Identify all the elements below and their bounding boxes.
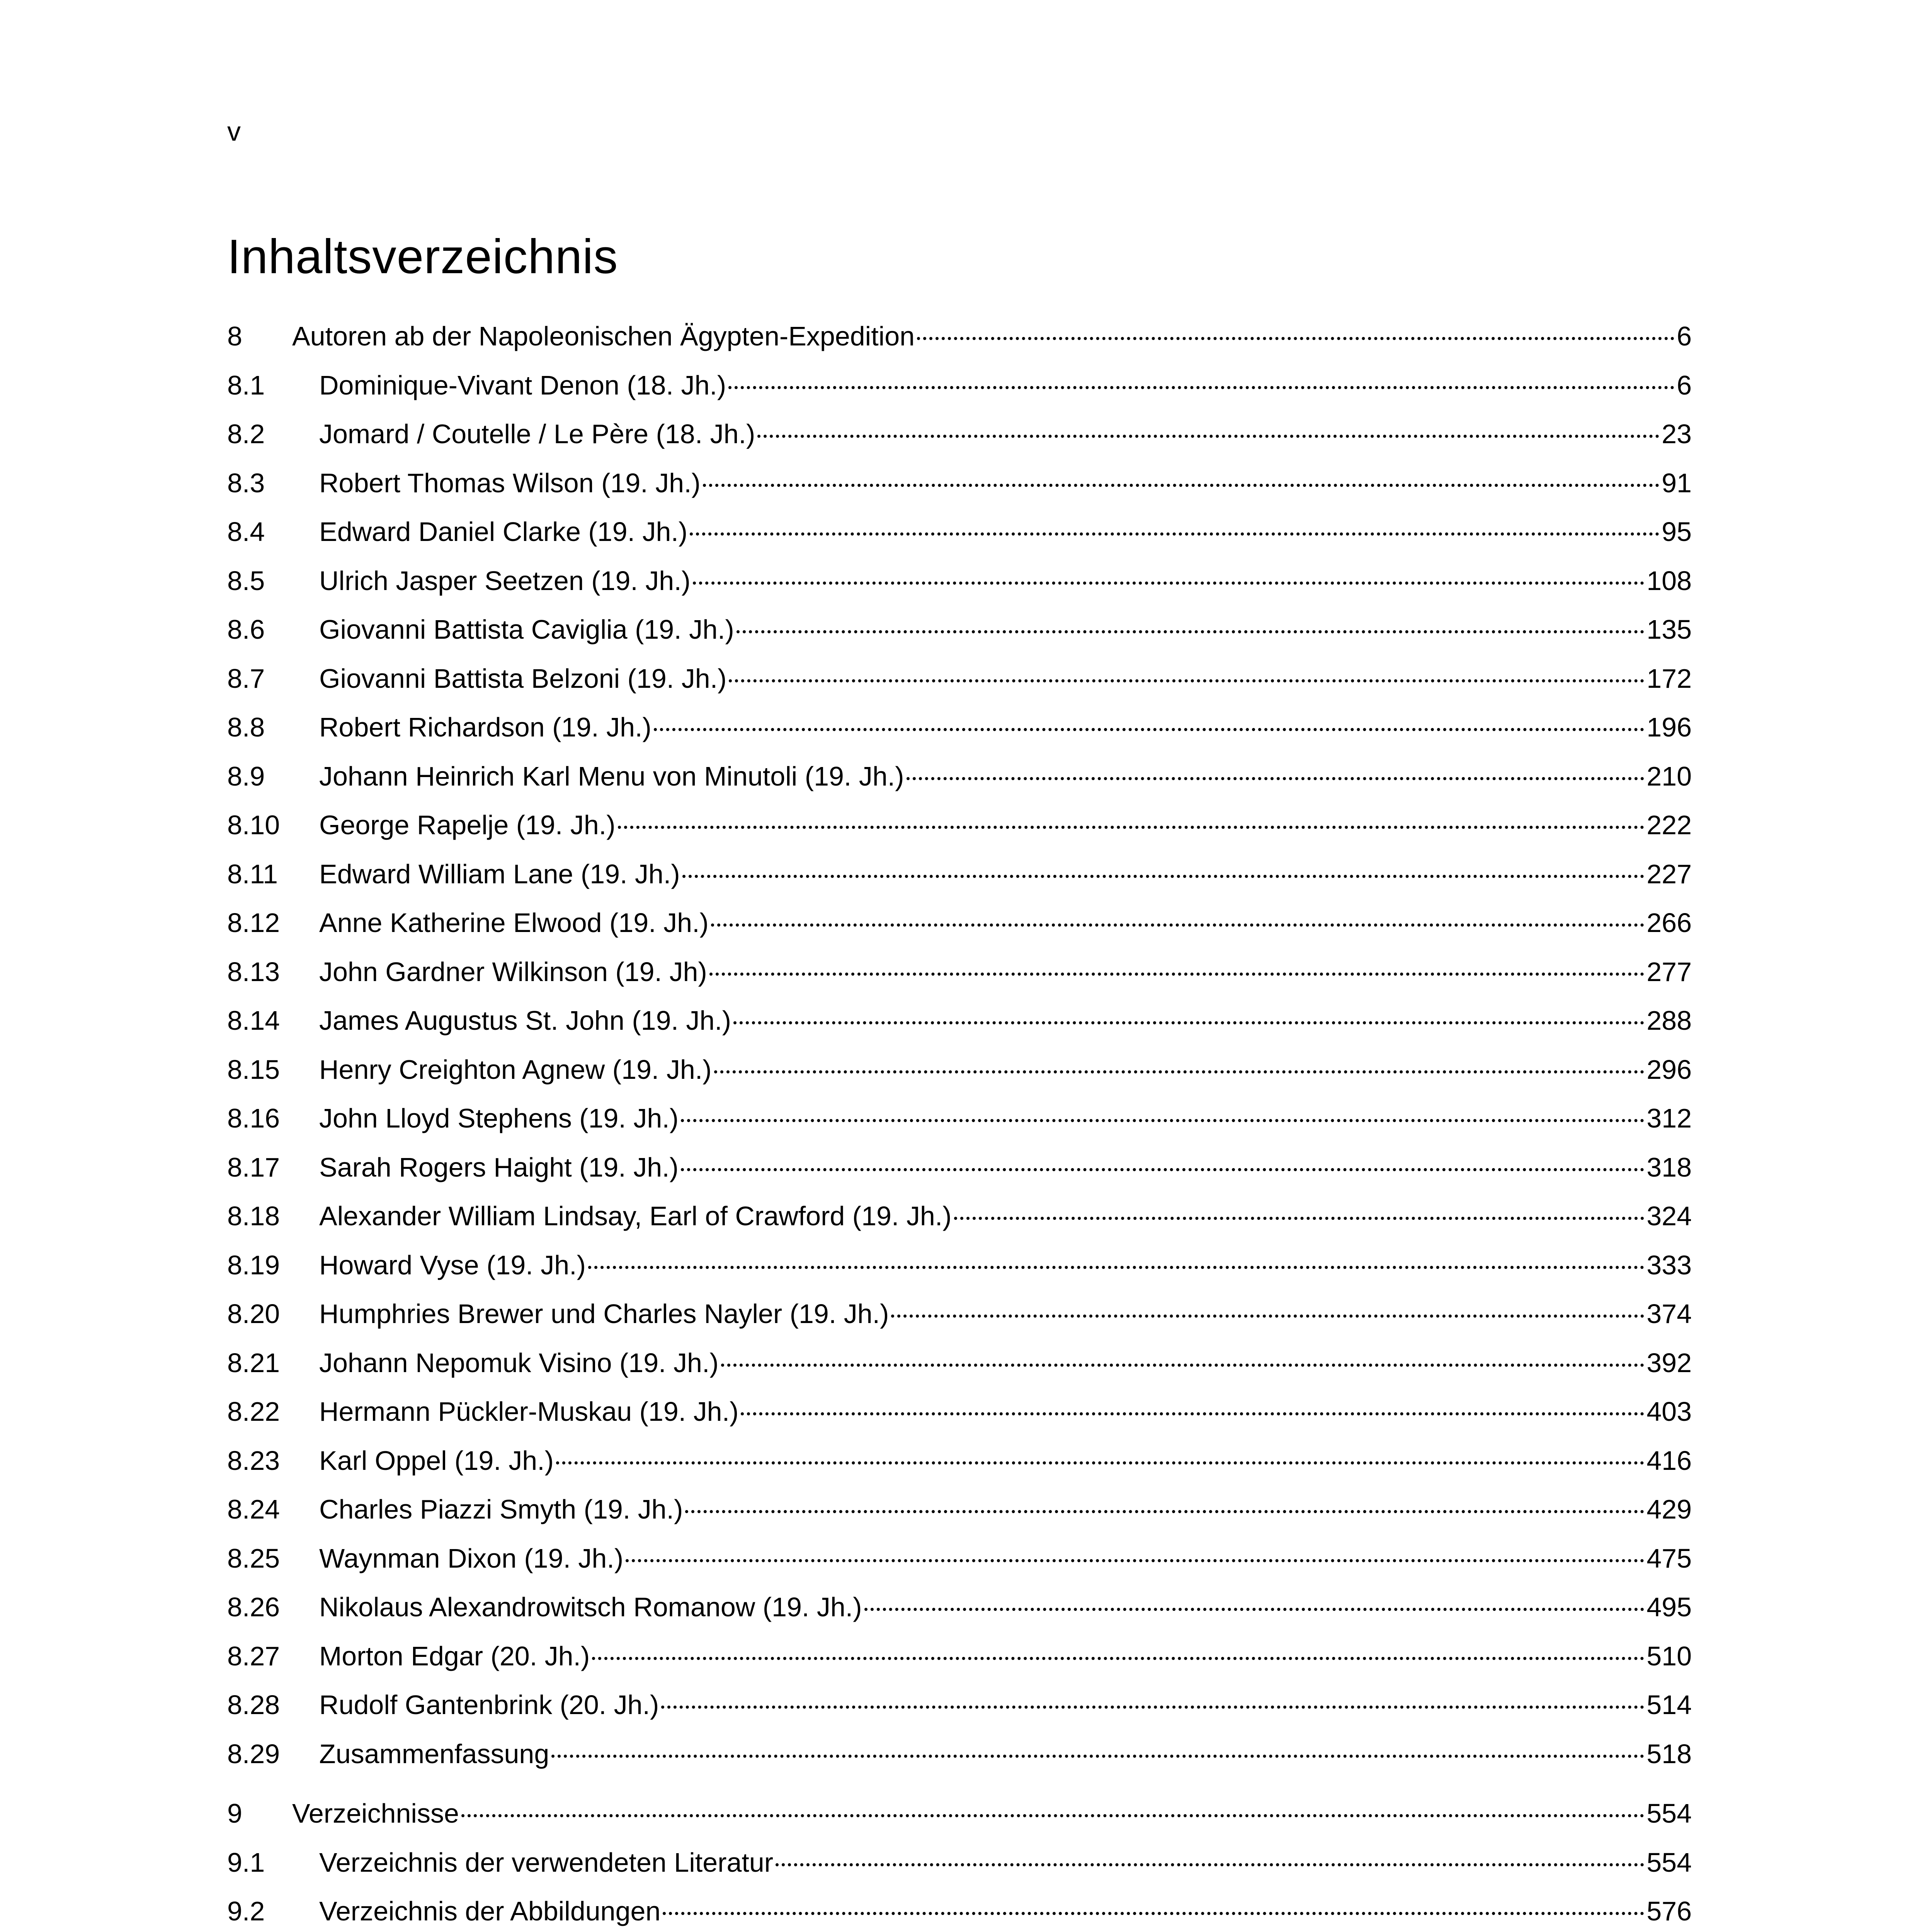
- toc-entry-page: 227: [1647, 859, 1692, 889]
- toc-entry-page: 324: [1647, 1201, 1692, 1231]
- toc-dot-leader: [703, 484, 1659, 487]
- toc-entry-number: 8.21: [227, 1347, 280, 1378]
- toc-entry-title: Robert Thomas Wilson (19. Jh.): [319, 468, 701, 498]
- toc-entry-number: 8.18: [227, 1201, 280, 1231]
- toc-entry-number: 8.5: [227, 565, 265, 596]
- toc-entry-page: 277: [1647, 956, 1692, 987]
- toc-entry-page: 514: [1647, 1690, 1692, 1720]
- toc-dot-leader: [588, 1266, 1644, 1269]
- toc-entry-page: 6: [1677, 370, 1692, 400]
- toc-section-entry[interactable]: [227, 610, 1692, 659]
- toc-entry-title: Edward Daniel Clarke (19. Jh.): [319, 517, 688, 547]
- toc-entry-number: 8.16: [227, 1103, 280, 1133]
- toc-entry-page: 266: [1647, 908, 1692, 938]
- toc-entry-title: Edward William Lane (19. Jh.): [319, 859, 680, 889]
- toc-entry-page: 196: [1647, 712, 1692, 742]
- toc-dot-leader: [661, 1706, 1644, 1709]
- toc-dot-leader: [757, 435, 1659, 438]
- toc-entry-number: 8.9: [227, 761, 265, 791]
- toc-entry-title: Humphries Brewer und Charles Nayler (19. Jh.): [319, 1299, 889, 1329]
- toc-section-entry[interactable]: [227, 1588, 1692, 1637]
- toc-section-entry[interactable]: [227, 1392, 1692, 1441]
- toc-entry-page: 392: [1647, 1347, 1692, 1378]
- toc-entry-number: 8.17: [227, 1152, 280, 1182]
- toc-entry-title: Autoren ab der Napoleonischen Ägypten-Expedition: [292, 321, 915, 351]
- toc-entry-page: 210: [1647, 761, 1692, 791]
- toc-entry-title: Giovanni Battista Caviglia (19. Jh.): [319, 614, 734, 645]
- toc-entry-title: Nikolaus Alexandrowitsch Romanow (19. Jh.): [319, 1592, 862, 1622]
- toc-entry-number: 8.19: [227, 1250, 280, 1280]
- toc-section-entry[interactable]: [227, 659, 1692, 708]
- toc-section-entry[interactable]: [227, 512, 1692, 561]
- toc-entry-number: 8.25: [227, 1543, 280, 1573]
- toc-entry-page: 403: [1647, 1396, 1692, 1427]
- toc-entry-title: Zusammenfassung: [319, 1738, 549, 1769]
- toc-entry-number: 8.15: [227, 1054, 280, 1085]
- toc-entry-number: 8: [227, 321, 242, 351]
- toc-entry-number: 8.2: [227, 419, 265, 449]
- toc-section-entry[interactable]: [227, 806, 1692, 855]
- toc-dot-leader: [626, 1559, 1644, 1562]
- toc-dot-leader: [556, 1461, 1644, 1464]
- toc-entry-number: 8.4: [227, 517, 265, 547]
- toc-entry-number: 8.24: [227, 1494, 280, 1524]
- toc-entry-number: 8.13: [227, 956, 280, 987]
- toc-dot-leader: [721, 1364, 1644, 1367]
- toc-section-entry[interactable]: [227, 366, 1692, 415]
- toc-section-entry[interactable]: [227, 415, 1692, 464]
- toc-section-entry[interactable]: [227, 1539, 1692, 1588]
- toc-entry-page: 416: [1647, 1445, 1692, 1476]
- toc-dot-leader: [737, 630, 1644, 633]
- toc-entry-number: 8.29: [227, 1738, 280, 1769]
- toc-section-entry[interactable]: [227, 1685, 1692, 1735]
- toc-entry-number: 8.23: [227, 1445, 280, 1476]
- toc-entry-page: 374: [1647, 1299, 1692, 1329]
- toc-entry-title: Hermann Pückler-Muskau (19. Jh.): [319, 1396, 739, 1427]
- toc-dot-leader: [654, 728, 1644, 731]
- toc-entry-page: 333: [1647, 1250, 1692, 1280]
- toc-entry-page: 429: [1647, 1494, 1692, 1524]
- toc-entry-title: Rudolf Gantenbrink (20. Jh.): [319, 1690, 659, 1720]
- toc-entry-page: 518: [1647, 1738, 1692, 1769]
- toc-dot-leader: [776, 1863, 1644, 1866]
- toc-section-entry[interactable]: [227, 855, 1692, 904]
- toc-entry-number: 8.7: [227, 663, 265, 694]
- toc-entry-title: Ulrich Jasper Seetzen (19. Jh.): [319, 565, 691, 596]
- toc-dot-leader: [741, 1412, 1644, 1415]
- toc-entry-title: Robert Richardson (19. Jh.): [319, 712, 651, 742]
- toc-entry-number: 8.11: [227, 859, 278, 889]
- toc-section-entry[interactable]: [227, 952, 1692, 1002]
- toc-entry-number: 8.26: [227, 1592, 280, 1622]
- toc-entry-title: Verzeichnisse: [292, 1798, 459, 1828]
- toc-entry-number: 9: [227, 1798, 242, 1828]
- toc-entry-title: Giovanni Battista Belzoni (19. Jh.): [319, 663, 727, 694]
- toc-entry-title: John Lloyd Stephens (19. Jh.): [319, 1103, 679, 1133]
- toc-entry-number: 8.27: [227, 1641, 280, 1671]
- toc-section-entry[interactable]: [227, 1001, 1692, 1050]
- toc-entry-page: 91: [1662, 468, 1692, 498]
- toc-entry-page: 318: [1647, 1152, 1692, 1182]
- toc-entry-number: 8.22: [227, 1396, 280, 1427]
- toc-entry-page: 172: [1647, 663, 1692, 694]
- toc-entry-title: Verzeichnis der verwendeten Literatur: [319, 1847, 774, 1878]
- toc-dot-leader: [592, 1657, 1644, 1660]
- toc-entry-page: 95: [1662, 517, 1692, 547]
- toc-section-entry[interactable]: [227, 464, 1692, 513]
- page-number: v: [227, 116, 241, 146]
- toc-entry-number: 8.10: [227, 810, 280, 840]
- toc-entry-number: 9.2: [227, 1896, 265, 1926]
- toc-dot-leader: [891, 1315, 1644, 1318]
- toc-section-entry[interactable]: [227, 1441, 1692, 1490]
- toc-section-entry[interactable]: [227, 1843, 1692, 1892]
- toc-section-entry[interactable]: [227, 1294, 1692, 1344]
- toc-entry-page: 296: [1647, 1054, 1692, 1085]
- toc-dot-leader: [728, 386, 1674, 389]
- toc-section-entry[interactable]: [227, 561, 1692, 611]
- toc-dot-leader: [714, 1070, 1645, 1073]
- toc-dot-leader: [907, 777, 1645, 780]
- toc-dot-leader: [551, 1755, 1644, 1758]
- toc-section-entry[interactable]: [227, 1892, 1692, 1932]
- toc-dot-leader: [864, 1608, 1645, 1611]
- toc-section-entry[interactable]: [227, 757, 1692, 806]
- toc-section-entry[interactable]: [227, 1490, 1692, 1539]
- toc-entry-title: Karl Oppel (19. Jh.): [319, 1445, 554, 1476]
- toc-dot-leader: [729, 679, 1644, 682]
- toc-entry-page: 554: [1647, 1847, 1692, 1878]
- toc-entry-title: Johann Heinrich Karl Menu von Minutoli (19. Jh.): [319, 761, 904, 791]
- toc-entry-page: 510: [1647, 1641, 1692, 1671]
- toc-entry-title: Johann Nepomuk Visino (19. Jh.): [319, 1347, 719, 1378]
- toc-section-entry[interactable]: [227, 708, 1692, 757]
- toc-entry-page: 576: [1647, 1896, 1692, 1926]
- toc-entry-number: 8.8: [227, 712, 265, 742]
- toc-dot-leader: [685, 1510, 1644, 1513]
- page-title: Inhaltsverzeichnis: [227, 230, 618, 284]
- table-of-contents: [227, 317, 1692, 1932]
- toc-entry-number: 8.12: [227, 908, 280, 938]
- toc-dot-leader: [690, 532, 1659, 536]
- toc-entry-number: 8.3: [227, 468, 265, 498]
- toc-entry-title: Jomard / Coutelle / Le Père (18. Jh.): [319, 419, 755, 449]
- toc-entry-title: John Gardner Wilkinson (19. Jh): [319, 956, 707, 987]
- toc-section-entry[interactable]: [227, 1735, 1692, 1784]
- toc-entry-page: 135: [1647, 614, 1692, 645]
- toc-chapter-entry[interactable]: [227, 317, 1692, 366]
- toc-dot-leader: [618, 826, 1645, 829]
- toc-entry-title: Anne Katherine Elwood (19. Jh.): [319, 908, 709, 938]
- toc-dot-leader: [681, 1168, 1644, 1171]
- toc-dot-leader: [682, 875, 1645, 878]
- toc-chapter-entry[interactable]: [227, 1794, 1692, 1843]
- toc-entry-title: Verzeichnis der Abbildungen: [319, 1896, 661, 1926]
- toc-entry-page: 554: [1647, 1798, 1692, 1828]
- toc-entry-page: 475: [1647, 1543, 1692, 1573]
- toc-dot-leader: [954, 1217, 1645, 1220]
- toc-dot-leader: [711, 923, 1644, 927]
- toc-entry-page: 23: [1662, 419, 1692, 449]
- toc-entry-number: 9.1: [227, 1847, 265, 1878]
- toc-entry-title: Waynman Dixon (19. Jh.): [319, 1543, 624, 1573]
- toc-entry-number: 8.20: [227, 1299, 280, 1329]
- toc-entry-title: Dominique-Vivant Denon (18. Jh.): [319, 370, 726, 400]
- toc-section-entry[interactable]: [227, 1637, 1692, 1686]
- toc-entry-title: Howard Vyse (19. Jh.): [319, 1250, 586, 1280]
- toc-entry-page: 108: [1647, 565, 1692, 596]
- toc-dot-leader: [917, 337, 1674, 340]
- toc-dot-leader: [663, 1912, 1644, 1915]
- toc-entry-title: Alexander William Lindsay, Earl of Crawford (19. Jh.): [319, 1201, 952, 1231]
- toc-section-entry[interactable]: [227, 1246, 1692, 1295]
- toc-entry-title: Charles Piazzi Smyth (19. Jh.): [319, 1494, 683, 1524]
- toc-section-entry[interactable]: [227, 1197, 1692, 1246]
- toc-section-entry[interactable]: [227, 1050, 1692, 1099]
- toc-entry-title: Henry Creighton Agnew (19. Jh.): [319, 1054, 712, 1085]
- toc-section-entry[interactable]: [227, 1344, 1692, 1393]
- toc-entry-page: 222: [1647, 810, 1692, 840]
- toc-entry-page: 288: [1647, 1005, 1692, 1036]
- toc-entry-title: Sarah Rogers Haight (19. Jh.): [319, 1152, 679, 1182]
- toc-entry-page: 312: [1647, 1103, 1692, 1133]
- toc-dot-leader: [709, 973, 1644, 976]
- toc-section-entry[interactable]: [227, 903, 1692, 952]
- toc-entry-number: 8.28: [227, 1690, 280, 1720]
- toc-dot-leader: [681, 1119, 1644, 1122]
- toc-dot-leader: [693, 582, 1644, 585]
- toc-entry-number: 8.1: [227, 370, 265, 400]
- toc-entry-number: 8.14: [227, 1005, 280, 1036]
- toc-entry-page: 6: [1677, 321, 1692, 351]
- toc-dot-leader: [461, 1814, 1644, 1817]
- toc-section-entry[interactable]: [227, 1099, 1692, 1148]
- toc-entry-title: Morton Edgar (20. Jh.): [319, 1641, 590, 1671]
- toc-entry-page: 495: [1647, 1592, 1692, 1622]
- toc-entry-number: 8.6: [227, 614, 265, 645]
- toc-entry-title: James Augustus St. John (19. Jh.): [319, 1005, 731, 1036]
- toc-dot-leader: [733, 1021, 1644, 1024]
- toc-entry-title: George Rapelje (19. Jh.): [319, 810, 616, 840]
- toc-section-entry[interactable]: [227, 1148, 1692, 1197]
